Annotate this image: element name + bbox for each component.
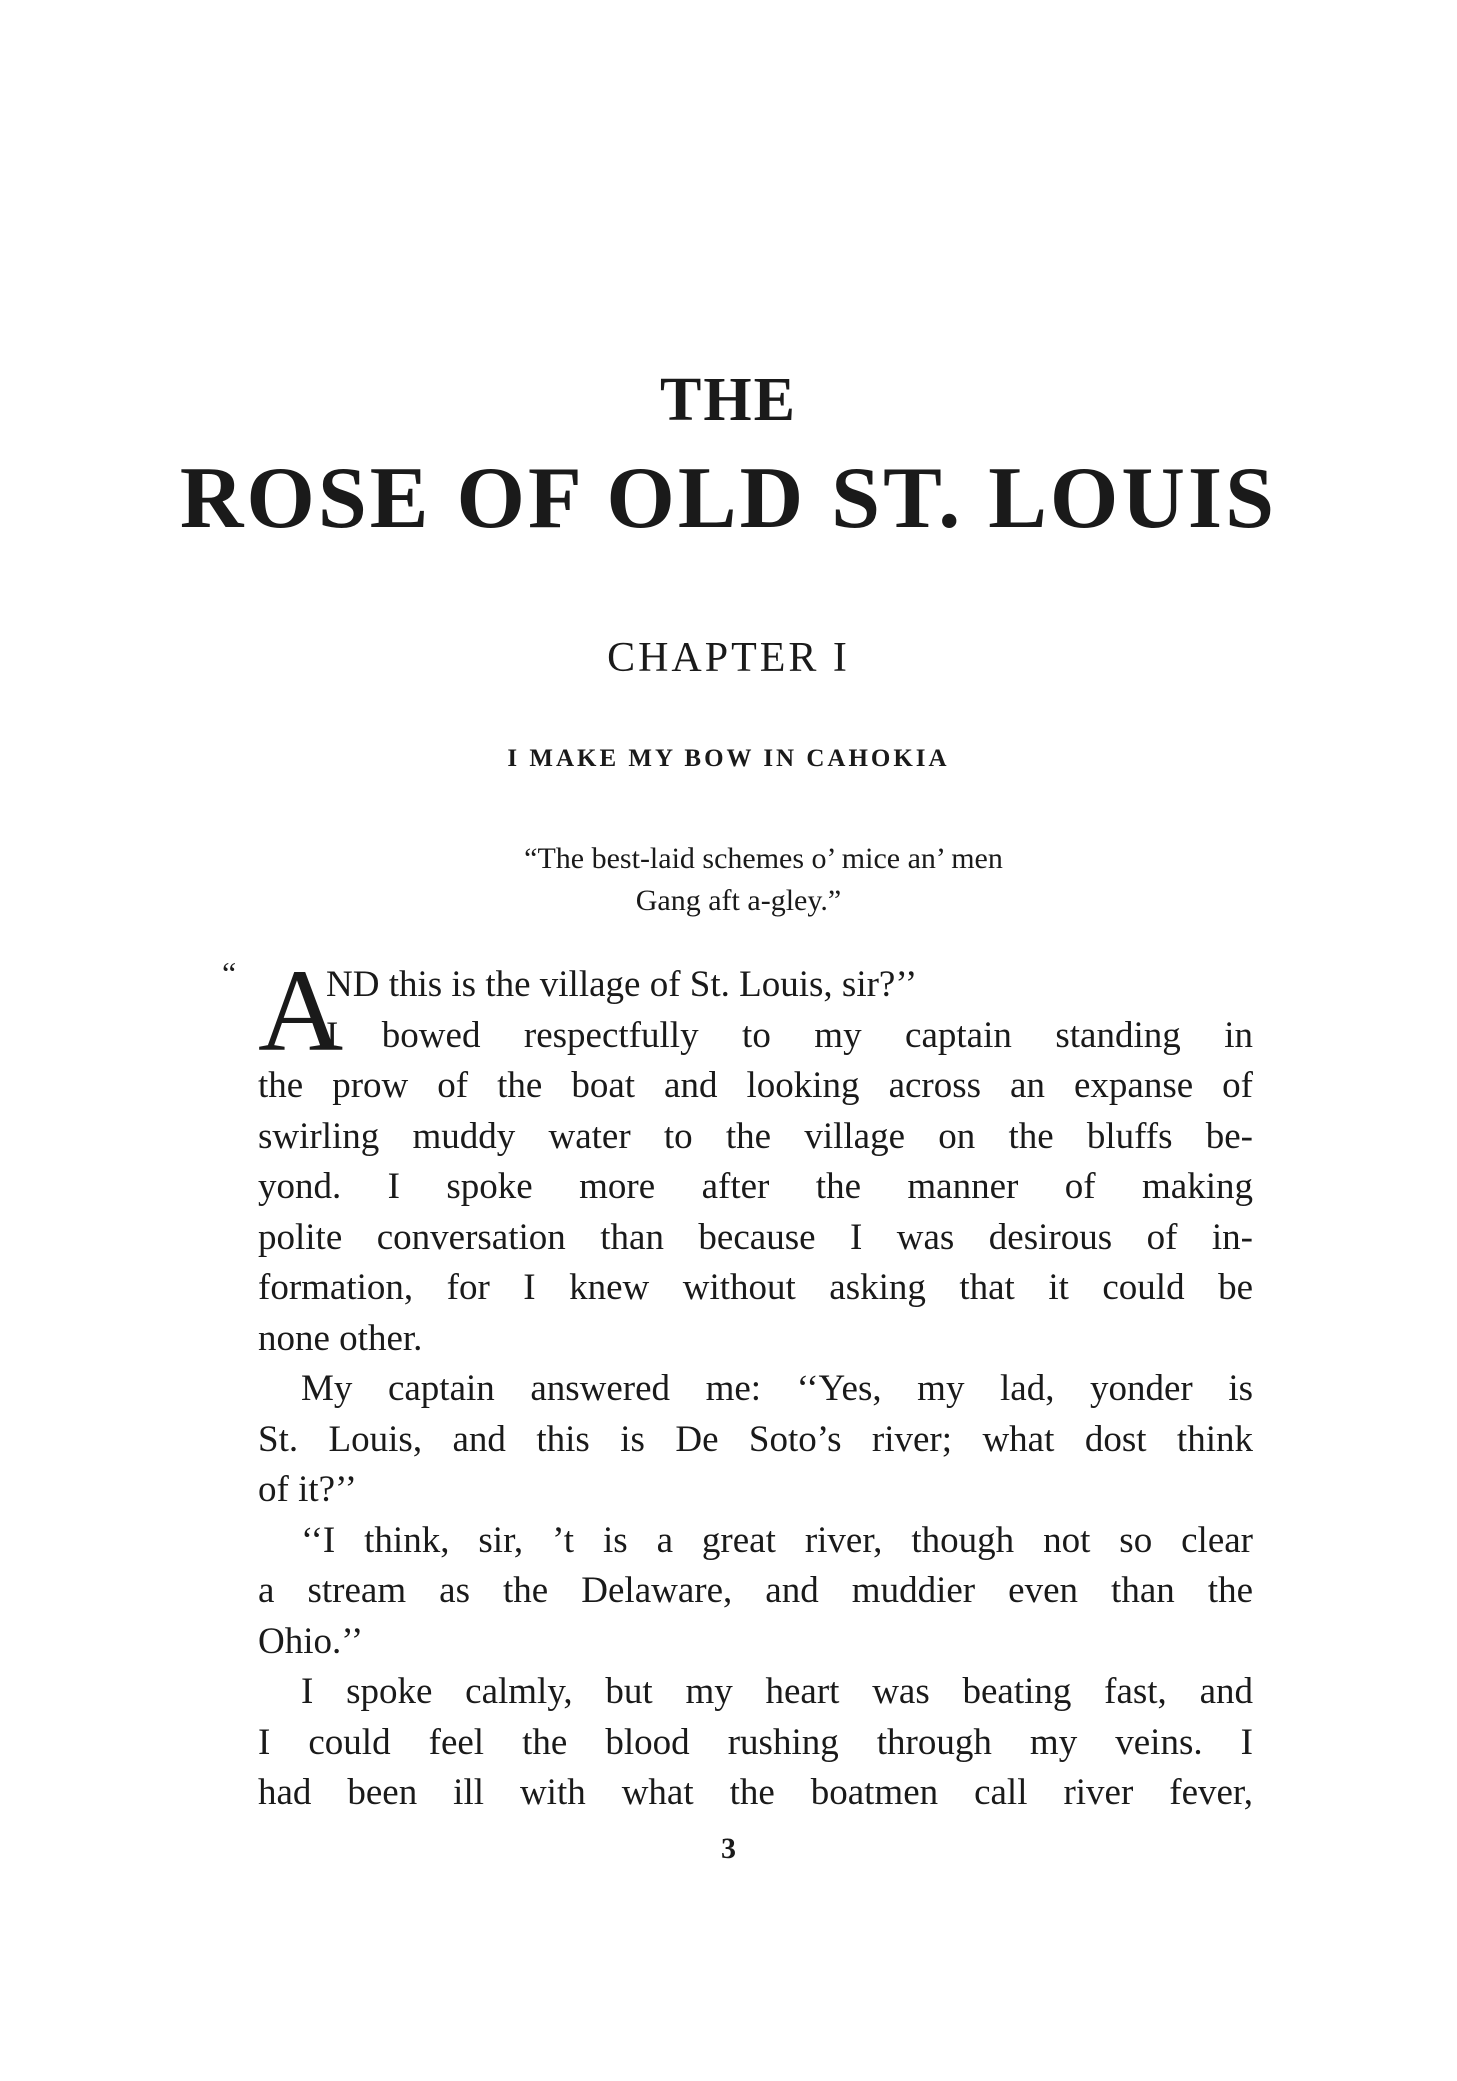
body-line: the prow of the boat and looking across an expanse of: [258, 1065, 1253, 1106]
book-title-line-1: THE: [660, 366, 797, 434]
epigraph-line-1: “The best-laid schemes o’ mice an’ men: [524, 842, 1003, 875]
body-line: formation, for I knew without asking that it could be: [258, 1267, 1253, 1308]
body-line: none other.: [258, 1317, 423, 1359]
opening-quote-mark: “: [222, 955, 237, 991]
body-text: [258, 960, 1253, 1819]
body-line: swirling muddy water to the village on the bluffs be-: [258, 1115, 1253, 1157]
chapter-subtitle: I MAKE MY BOW IN CAHOKIA: [507, 745, 950, 772]
body-line: polite conversation than because I was desirous of in-: [258, 1216, 1253, 1258]
body-line: a stream as the Delaware, and muddier even than the: [258, 1570, 1253, 1611]
body-line: had been ill with what the boatmen call river fever,: [258, 1772, 1253, 1813]
chapter-heading: CHAPTER I: [607, 635, 850, 681]
body-line: of it?’’: [258, 1469, 357, 1510]
body-line: ‘‘I think, sir, ’t is a great river, though not so clear: [301, 1519, 1253, 1561]
body-line: My captain answered me: ‘‘Yes, my lad, yonder is: [301, 1368, 1253, 1409]
body-line: I bowed respectfully to my captain standing in: [326, 1014, 1253, 1056]
epigraph-line-2: Gang aft a-gley.”: [635, 884, 842, 917]
book-title-line-2: ROSE OF OLD ST. LOUIS: [179, 450, 1278, 547]
body-line: I could feel the blood rushing through my veins. I: [258, 1721, 1253, 1763]
epigraph: [0, 838, 1457, 922]
body-line: St. Louis, and this is De Soto’s river; what dost think: [258, 1418, 1253, 1460]
body-line: ND this is the village of St. Louis, sir?’’: [326, 964, 918, 1005]
body-line: yond. I spoke more after the manner of making: [258, 1166, 1253, 1207]
body-line: I spoke calmly, but my heart was beating fast, and: [301, 1671, 1253, 1712]
page-number: 3: [721, 1832, 736, 1865]
drop-cap-letter: A: [258, 945, 344, 1076]
body-line: Ohio.’’: [258, 1620, 364, 1662]
